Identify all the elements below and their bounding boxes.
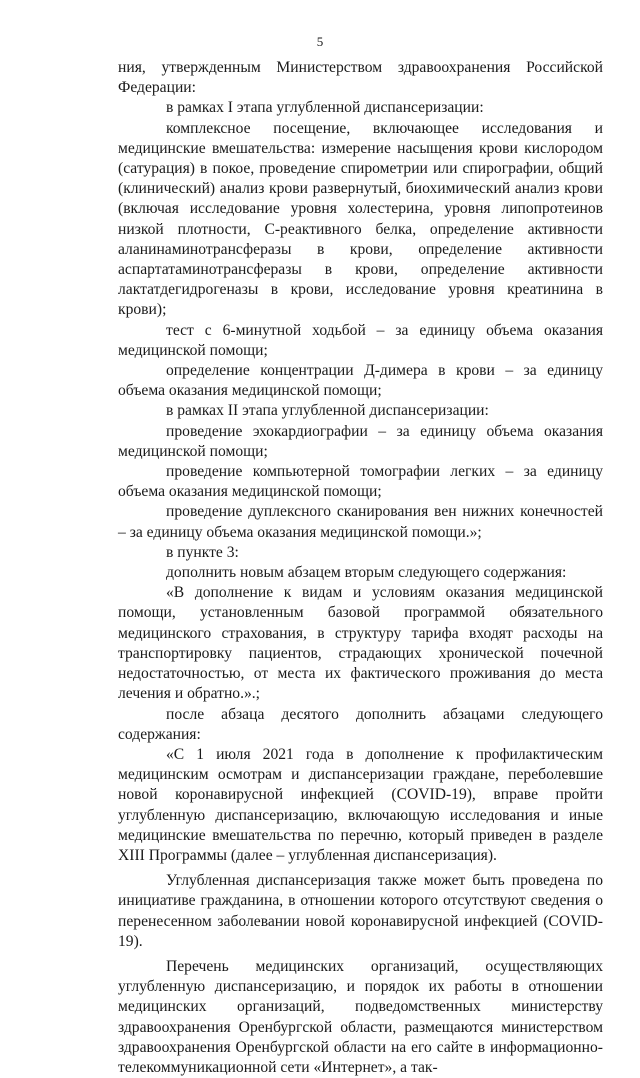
paragraph-d-dimer: определение концентрации Д-димера в крови – за единицу объема оказания медицинской помощи; <box>118 362 603 400</box>
paragraph-july-2021: «С 1 июля 2021 года в дополнение к профилактическим медицинским осмотрам и диспансеризации граждане, переболевшие новой коронавирусной инфекцией (COVID-19), вправе пройти углубленную диспансеризацию, включающую исследования и иные медицинские вмешательства по перечню, который приведен в разделе XIII Программы (далее – углубленная диспансеризация). <box>118 745 603 864</box>
paragraph-duplex-scan: проведение дуплексного сканирования вен нижних конечностей – за единицу объема оказания медицинской помощи.»; <box>118 503 603 541</box>
page-number: 5 <box>316 34 324 49</box>
paragraph-transport-costs: «В дополнение к видам и условиям оказания медицинской помощи, установленным базовой программой обязательного медицинского страхования, в структуру тарифа входят расходы на транспортировку пациентов, страдающих хронической почечной недостаточностью, от места их фактического проживания до места лечения и обратно.».; <box>118 584 603 703</box>
document-body <box>118 58 603 1078</box>
paragraph-add-second: дополнить новым абзацем вторым следующего содержания: <box>166 564 567 582</box>
paragraph-organizations-list: Перечень медицинских организаций, осуществляющих углубленную диспансеризацию, и порядок их работы в отношении медицинских организаций, подведомственных министерству здравоохранения Оренбургской области, размещаются министерством здравоохранения Оренбургской области на его сайте в информационно-телекоммуникационной сети «Интернет», а так- <box>118 957 603 1076</box>
paragraph-stage-one-heading: в рамках I этапа углубленной диспансеризации: <box>166 99 484 117</box>
paragraph-stage-two-heading: в рамках II этапа углубленной диспансеризации: <box>166 402 489 420</box>
paragraph-point-three: в пункте 3: <box>166 543 239 561</box>
paragraph-complex-visit: комплексное посещение, включающее исследования и медицинские вмешательства: измерение насыщения крови кислородом (сатурация) в покое, проведение спирометрии или спирографии, общий (клинический) анализ крови развернутый, биохимический анализ крови (включая исследование уровня холестерина, уровня липопротеинов низкой плотности, С-реактивного белка, определение активности аланинаминотрансферазы в крови, определение активности аспартатаминотрансферазы в крови, определение активности лактатдегидрогеназы в крови, исследование уровня креатинина в крови); <box>118 119 603 319</box>
paragraph-continuation: ния, утвержденным Министерством здравоохранения Российской Федерации: <box>118 59 603 97</box>
paragraph-echocardiography: проведение эхокардиографии – за единицу объема оказания медицинской помощи; <box>118 422 603 460</box>
paragraph-initiative: Углубленная диспансеризация также может быть проведена по инициативе гражданина, в отношении которого отсутствуют сведения о перенесенном заболевании новой коронавирусной инфекцией (COVID-19). <box>118 872 603 950</box>
paragraph-after-tenth: после абзаца десятого дополнить абзацами следующего содержания: <box>118 705 603 743</box>
paragraph-walk-test: тест с 6-минутной ходьбой – за единицу объема оказания медицинской помощи; <box>118 321 603 359</box>
paragraph-ct-lungs: проведение компьютерной томографии легких – за единицу объема оказания медицинской помощи; <box>118 463 603 501</box>
